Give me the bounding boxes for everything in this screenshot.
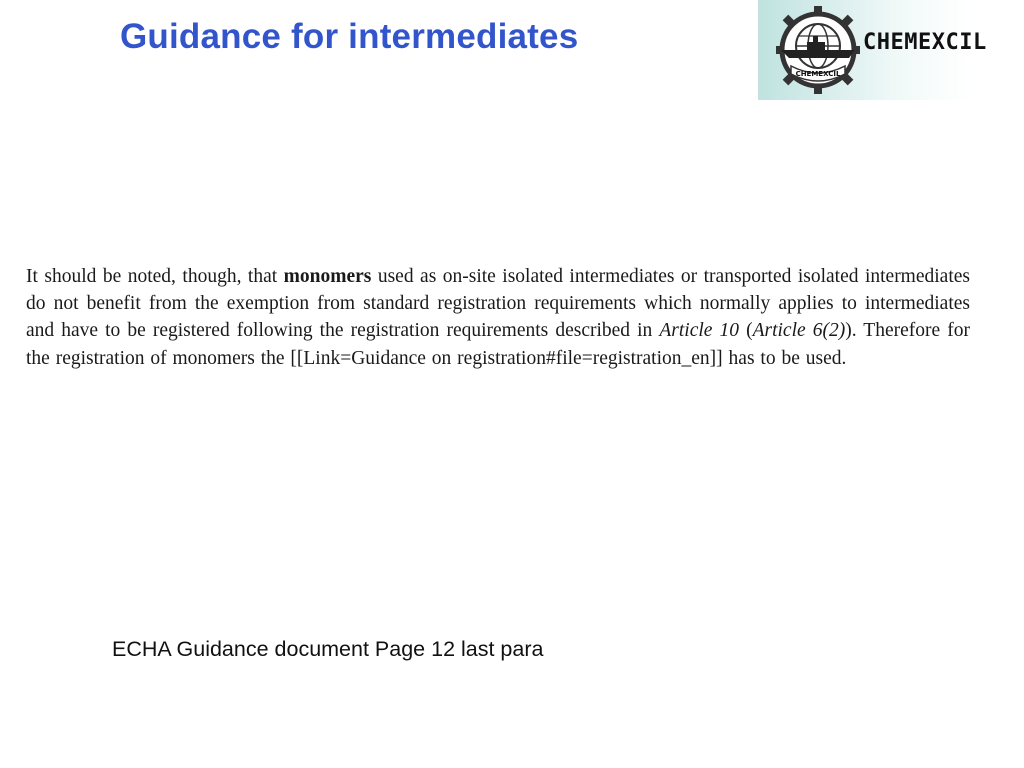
emblem-text: CHEMEXCIL	[795, 70, 841, 78]
excerpt-text: (	[739, 320, 753, 342]
source-caption: ECHA Guidance document Page 12 last para	[112, 637, 544, 661]
guidance-excerpt	[26, 263, 970, 372]
chemexcil-logo	[758, 0, 1024, 100]
logo-text: CHEMEXCIL	[863, 30, 987, 55]
slide-title: Guidance for intermediates	[120, 17, 579, 56]
excerpt-text: ). Therefore for the registration of monomers the [[Link=Guidance on registration#file=registration_en]] has to be used.	[26, 320, 970, 369]
excerpt-article-ref: Article 6(2)	[752, 320, 846, 342]
excerpt-text: It should be noted, though, that	[26, 266, 284, 287]
excerpt-article-ref: Article 10	[659, 320, 739, 342]
globe-gear-emblem-icon	[773, 4, 863, 96]
excerpt-text: used as on-site isolated intermediates or transported isolated intermediates do not benefit from the exemption from standard registration requirements which normally applies to intermediates and have to be registered following the registration requirements described in	[26, 266, 970, 342]
excerpt-bold-term: monomers	[283, 266, 372, 287]
